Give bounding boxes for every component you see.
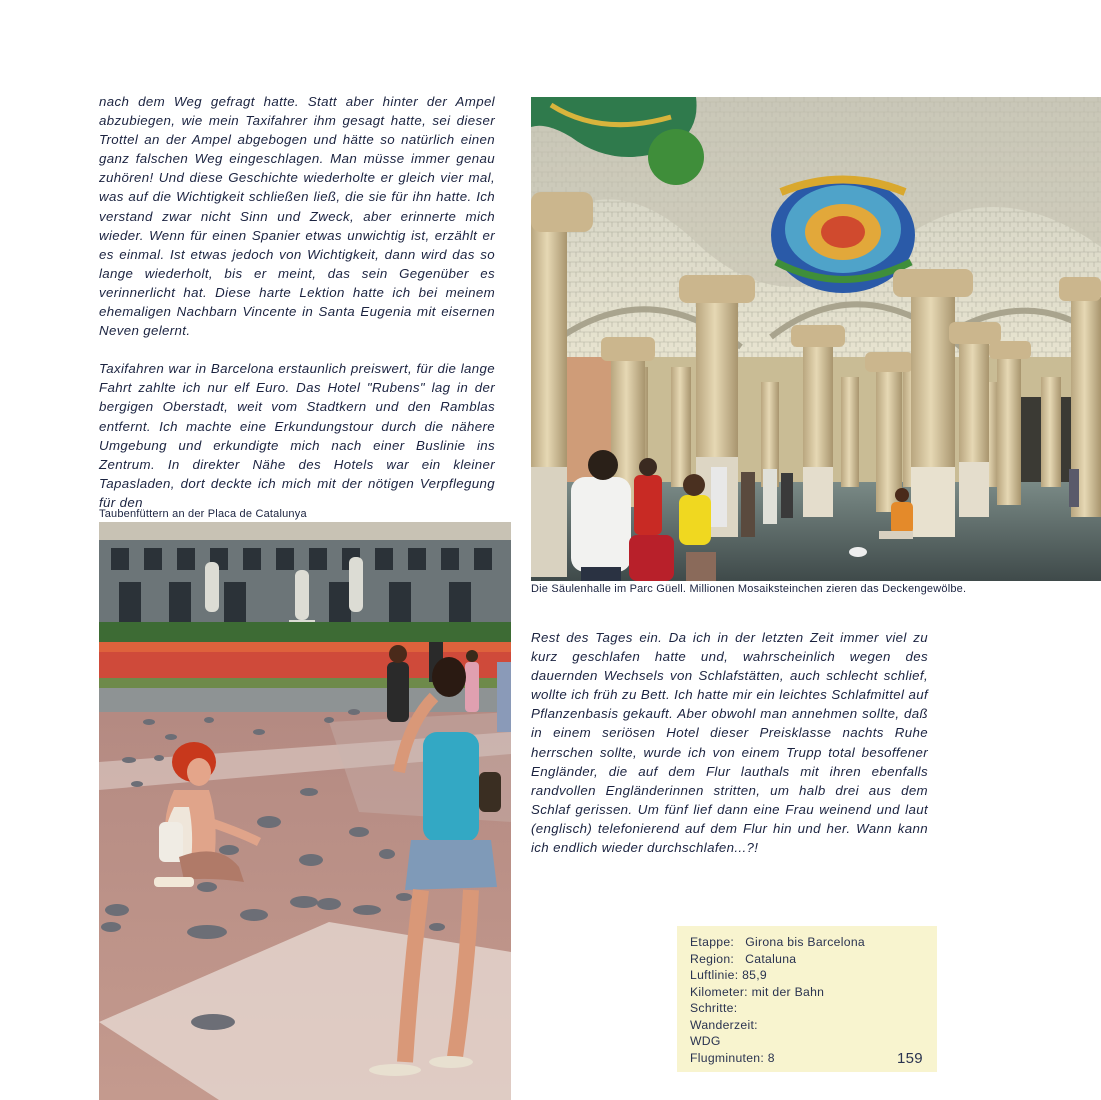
parc-guell-photo xyxy=(531,97,1101,581)
info-row-kilometer: Kilometer: mit der Bahn xyxy=(690,984,825,999)
body-paragraph: nach dem Weg gefragt hatte. Statt aber hinter der Ampel abzubiegen, wie mein Taxifahrer ihm gesagt hatte, sei dieser Trottel an der Ampel abgebogen und hätte so natürlich einen ganz falschen Weg eingeschlagen. Man müsse immer genau zuhören! Und diese Geschichte wiederholte er gleich vier mal, was auf die Wichtigkeit schließen ließ, die sie für ihn hatte. Ich verstand zwar nicht Sinn und Zweck, aber erinnerte mich wieder. Wenn für einen Spanier etwas unwichtig ist, erzählt er es einmal. Ist etwas jedoch von Wichtigkeit, dann wird das so lange wiederholt, bis er meint, das sein Gegenüber es verinnerlicht hat. Diese harte Lektion hatte ich bei meinem ehemaligen Nachbarn Vincente in Santa Eugenia mit eisernen Neven gelernt. xyxy=(99,94,495,339)
info-row-flugminuten: Flugminuten: 8 xyxy=(690,1050,775,1065)
body-paragraph: Rest des Tages ein. Da ich in der letzten Zeit immer viel zu kurz geschlafen hatte und, wahrscheinlich wegen des dauernden Wechsels von Schlafstätten, auch schlecht schlief, wollte ich früh zu Bett. Ich hatte mir ein leichtes Schlafmittel auf Pflanzenbasis gekauft. Aber obwohl man annehmen sollte, daß in einem seriösen Hotel dieser Preisklasse nachts Ruhe herrschen sollte, wurde ich von einem Trupp total besoffener Engländer, die auf dem Flur lauthals mit ihren ebenfalls randvollen Engländerinnen stritten, um halb drei aus dem Schlaf gerissen. Um fünf lief dann eine Frau weinend und laut (englisch) telefonierend auf dem Flur hin und her. Wann kann ich endlich wieder durchschlafen...?! xyxy=(531,630,928,856)
info-row-luftlinie: Luftlinie: 85,9 xyxy=(690,968,768,982)
photo-caption-pigeons: Taubenfüttern an der Placa de Catalunya xyxy=(99,508,307,520)
info-row-wanderzeit: Wanderzeit: xyxy=(690,1017,758,1032)
left-text-column xyxy=(99,92,495,510)
body-paragraph: Taxifahren war in Barcelona erstaunlich preiswert, für die lange Fahrt zahlte ich nur elf Euro. Das Hotel "Rubens" lag in der bergigen Oberstadt, weit vom Stadtkern und den Ramblas entfernt. Ich machte eine Erkundungstour durch die nähere Umgebung und erkundigte mich nach einer Buslinie ins Zentrum. In direkter Nähe des Hotels war ein kleiner Tapasladen, dort deckte ich mich mit der nötigen Verpflegung für den xyxy=(99,361,495,510)
right-text-column xyxy=(531,628,928,857)
photo-caption-guell: Die Säulenhalle im Parc Güell. Millionen Mosaiksteinchen zieren das Deckengewölbe. xyxy=(531,583,967,595)
info-row-wdg: WDG xyxy=(690,1034,721,1048)
info-row-region: Region: Cataluna xyxy=(690,951,797,966)
page-number: 159 xyxy=(897,1050,923,1067)
info-row-etappe: Etappe: Girona bis Barcelona xyxy=(690,935,865,949)
placa-catalunya-photo xyxy=(99,522,511,1100)
info-row-schritte: Schritte: xyxy=(690,1001,738,1015)
